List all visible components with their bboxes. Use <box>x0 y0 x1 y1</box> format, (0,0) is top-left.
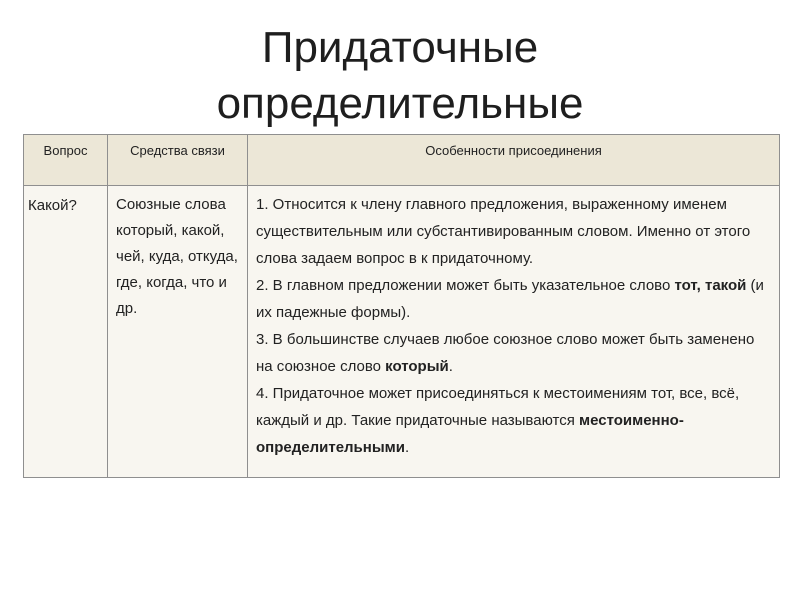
feature-2: 2. В главном предложении может быть указательное слово тот, такой (и их падежные формы). <box>256 277 764 321</box>
feature-3: 3. В большинстве случаев любое союзное слово может быть заменено на союзное слово который. <box>256 331 755 375</box>
slide-title <box>0 20 800 132</box>
header-means: Средства связи <box>108 135 248 186</box>
table-header-row <box>24 135 780 186</box>
slide-title-line-1: Придаточные <box>261 23 539 72</box>
rules-table <box>23 134 780 478</box>
feature-4: 4. Придаточное может присоединяться к местоимениям тот, все, всё, каждый и др. Такие придаточные называются местоименно-определительными. <box>256 385 740 456</box>
cell-features <box>248 186 780 478</box>
table-row <box>24 186 780 478</box>
header-question: Вопрос <box>24 135 108 186</box>
slide-title-line-2: определительные <box>216 79 584 128</box>
feature-1: 1. Относится к члену главного предложения, выраженному именем существительным или субстантивированным словом. Именно от этого слова задаем вопрос в к придаточному. <box>256 196 751 267</box>
header-features: Особенности присоединения <box>248 135 780 186</box>
cell-means: Союзные слова который, какой, чей, куда, откуда, где, когда, что и др. <box>108 186 248 478</box>
cell-question: Какой? <box>24 186 108 478</box>
